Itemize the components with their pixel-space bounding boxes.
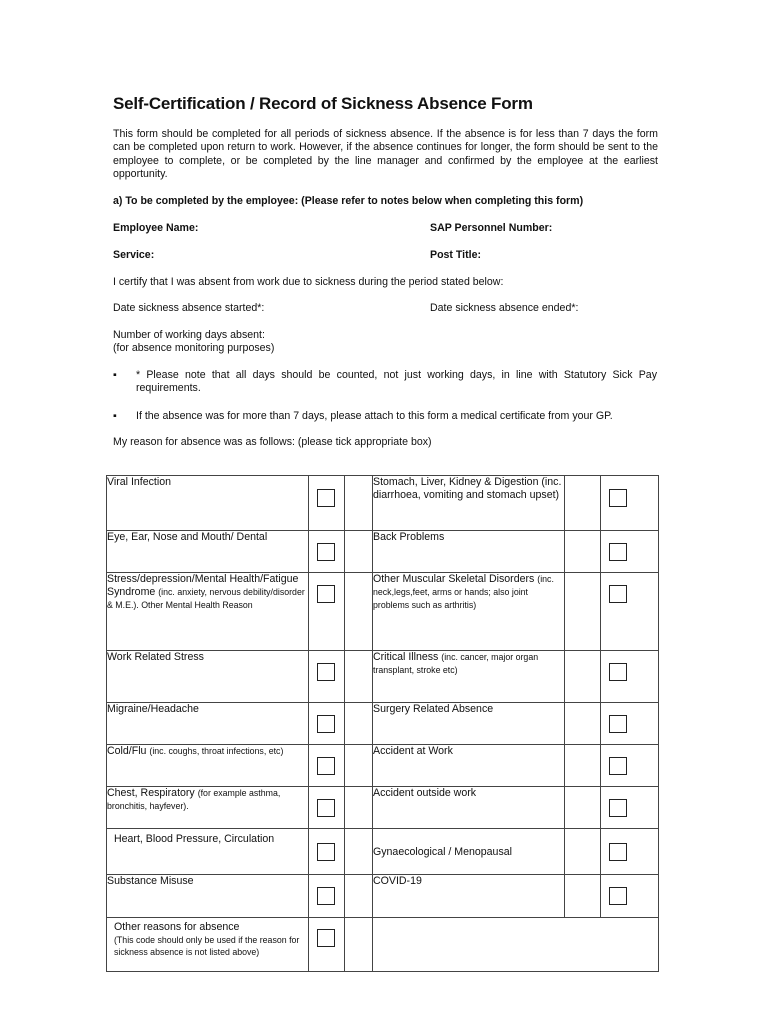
bullet-icon: ▪ xyxy=(113,410,117,422)
table-row xyxy=(107,703,659,745)
reason-table xyxy=(106,475,659,972)
table-row xyxy=(107,829,659,875)
reason-accident-outside: Accident outside work xyxy=(373,787,565,829)
covid-checkbox[interactable] xyxy=(609,887,627,905)
reason-musculoskeletal xyxy=(373,573,565,651)
surgery-checkbox[interactable] xyxy=(609,715,627,733)
reason-musculoskeletal-main: Other Muscular Skeletal Disorders xyxy=(373,573,535,585)
reason-critical-main: Critical Illness xyxy=(373,651,439,663)
viral-checkbox[interactable] xyxy=(317,489,335,507)
working-days-note: (for absence monitoring purposes) xyxy=(113,342,275,354)
reason-prompt: My reason for absence was as follows: (please tick appropriate box) xyxy=(113,436,432,448)
table-row xyxy=(107,918,659,972)
empty-cell xyxy=(373,918,659,972)
table-row xyxy=(107,745,659,787)
back-checkbox[interactable] xyxy=(609,543,627,561)
accident-outside-checkbox[interactable] xyxy=(609,799,627,817)
working-days-label: Number of working days absent: xyxy=(113,329,265,341)
reason-cold-detail: (inc. coughs, throat infections, etc) xyxy=(149,746,284,756)
reason-musculoskeletal-detail: (inc. neck,legs,feet, arms or hands; also joint problems such as arthritis) xyxy=(373,574,554,610)
stomach-checkbox[interactable] xyxy=(609,489,627,507)
reason-surgery: Surgery Related Absence xyxy=(373,703,565,745)
work-stress-checkbox[interactable] xyxy=(317,663,335,681)
reason-chest-detail: (for example asthma, bronchitis, hayfever). xyxy=(107,788,281,811)
bullet-note-gp: If the absence was for more than 7 days, please attach to this form a medical certificate from your GP. xyxy=(136,410,613,422)
musculoskeletal-checkbox[interactable] xyxy=(609,585,627,603)
table-row xyxy=(107,573,659,651)
sap-number-label: SAP Personnel Number: xyxy=(430,222,553,234)
other-checkbox[interactable] xyxy=(317,929,335,947)
service-label: Service: xyxy=(113,249,155,261)
reason-migraine: Migraine/Headache xyxy=(107,703,309,745)
reason-cold xyxy=(107,745,309,787)
reason-stress-detail: (inc. anxiety, nervous debility/disorder & M.E.). Other Mental Health Reason xyxy=(107,587,305,610)
reason-substance: Substance Misuse xyxy=(107,875,309,918)
stress-checkbox[interactable] xyxy=(317,585,335,603)
reason-other xyxy=(107,918,309,972)
reason-covid: COVID-19 xyxy=(373,875,565,918)
reason-cold-main: Cold/Flu xyxy=(107,745,147,757)
chest-checkbox[interactable] xyxy=(317,799,335,817)
reason-other-main: Other reasons for absence xyxy=(114,921,240,933)
reason-accident-work: Accident at Work xyxy=(373,745,565,787)
reason-other-detail: (This code should only be used if the reason for sickness absence is not listed above) xyxy=(114,935,300,957)
reason-stomach: Stomach, Liver, Kidney & Digestion (inc. diarrhoea, vomiting and stomach upset) xyxy=(373,476,565,531)
accident-work-checkbox[interactable] xyxy=(609,757,627,775)
employee-name-label: Employee Name: xyxy=(113,222,199,234)
reason-back: Back Problems xyxy=(373,531,565,573)
date-started-label: Date sickness absence started*: xyxy=(113,302,265,314)
bullet-note-ssp: * Please note that all days should be counted, not just working days, in line with Statutory Sick Pay requirements. xyxy=(136,369,657,395)
reason-stress xyxy=(107,573,309,651)
reason-critical-detail: (inc. cancer, major organ transplant, stroke etc) xyxy=(373,652,539,675)
bullet-icon: ▪ xyxy=(113,369,117,381)
table-row xyxy=(107,476,659,531)
reason-critical xyxy=(373,651,565,703)
reason-viral: Viral Infection xyxy=(107,476,309,531)
reason-heart: Heart, Blood Pressure, Circulation xyxy=(107,829,309,875)
section-a-heading: a) To be completed by the employee: (Please refer to notes below when completing this form) xyxy=(113,195,584,207)
critical-checkbox[interactable] xyxy=(609,663,627,681)
post-title-label: Post Title: xyxy=(430,249,482,261)
date-ended-label: Date sickness absence ended*: xyxy=(430,302,579,314)
eye-checkbox[interactable] xyxy=(317,543,335,561)
reason-work-stress: Work Related Stress xyxy=(107,651,309,703)
table-row xyxy=(107,787,659,829)
table-row xyxy=(107,651,659,703)
cold-checkbox[interactable] xyxy=(317,757,335,775)
substance-checkbox[interactable] xyxy=(317,887,335,905)
table-row xyxy=(107,875,659,918)
reason-eye: Eye, Ear, Nose and Mouth/ Dental xyxy=(107,531,309,573)
reason-chest xyxy=(107,787,309,829)
intro-paragraph: This form should be completed for all periods of sickness absence. If the absence is for less than 7 days the form can be completed upon return to work. However, if the absence continues for longer, the form should be sent to the employee to complete, or be completed by the line manager and confirmed by the employee at the earliest opportunity. xyxy=(113,128,658,180)
reason-stress-main: Stress/depression/Mental Health/Fatigue Syndrome xyxy=(107,573,299,598)
certify-statement: I certify that I was absent from work due to sickness during the period stated below: xyxy=(113,276,504,288)
form-title: Self-Certification / Record of Sickness Absence Form xyxy=(113,94,533,113)
reason-gynae: Gynaecological / Menopausal xyxy=(373,829,565,875)
table-row xyxy=(107,531,659,573)
reason-chest-main: Chest, Respiratory xyxy=(107,787,195,799)
gynae-checkbox[interactable] xyxy=(609,843,627,861)
migraine-checkbox[interactable] xyxy=(317,715,335,733)
heart-checkbox[interactable] xyxy=(317,843,335,861)
